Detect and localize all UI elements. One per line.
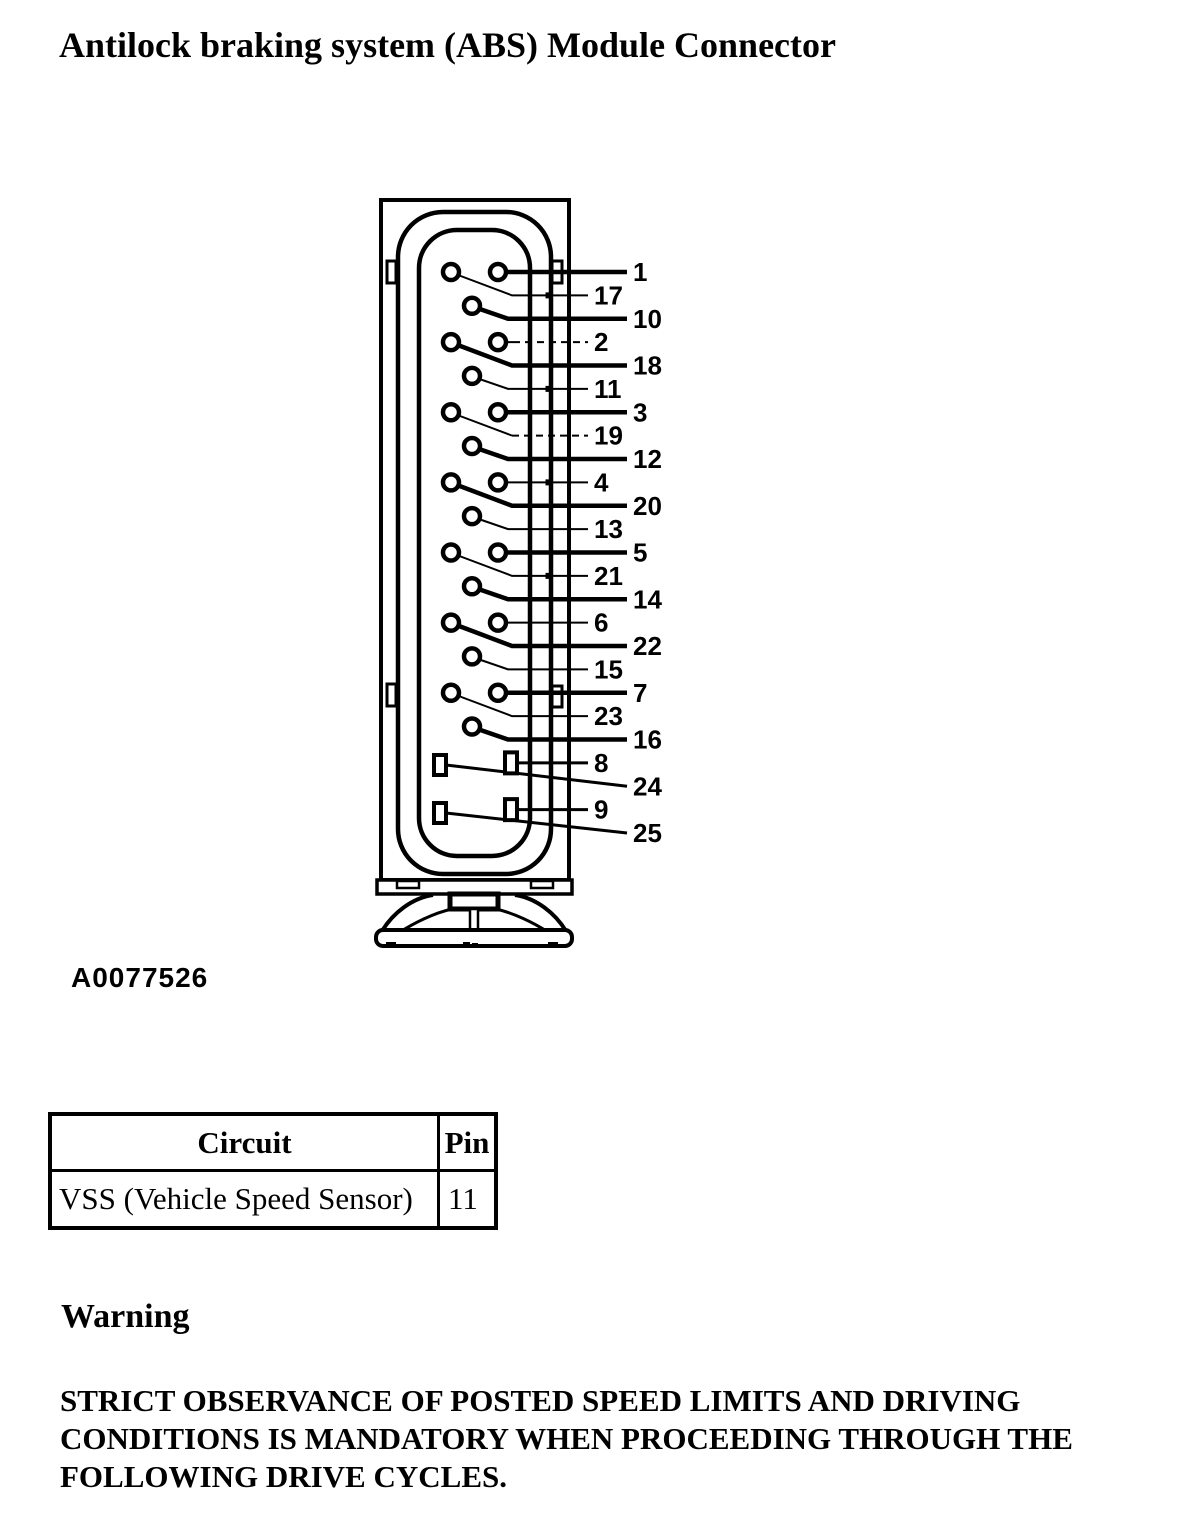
pin-label-3: 3	[633, 397, 648, 428]
pin-1-marker	[490, 264, 506, 280]
pin-label-8: 8	[594, 747, 609, 778]
pin-20-marker	[443, 474, 459, 490]
pin-15-marker	[464, 648, 480, 664]
pin-19-marker	[443, 404, 459, 420]
leader-line	[515, 895, 566, 931]
pin-22-marker	[443, 615, 459, 631]
pedestal-block	[450, 894, 498, 909]
header-circuit: Circuit	[50, 1114, 439, 1171]
pin-label-16: 16	[633, 724, 662, 755]
leader-dot	[546, 573, 552, 579]
pin-label-1: 1	[633, 257, 648, 287]
warning-line: STRICT OBSERVANCE OF POSTED SPEED LIMITS AND DRIVING	[60, 1383, 1021, 1418]
leader-dot	[546, 386, 552, 392]
warning-line: CONDITIONS IS MANDATORY WHEN PROCEEDING THROUGH THE	[60, 1421, 1073, 1456]
leader-dot	[546, 479, 552, 485]
cell-circuit: VSS (Vehicle Speed Sensor)	[50, 1171, 439, 1229]
pin-2-marker	[490, 334, 506, 350]
leader-line	[479, 519, 588, 529]
warning-line: FOLLOWING DRIVE CYCLES.	[60, 1459, 507, 1494]
leader-dot	[546, 292, 552, 298]
pin-11-marker	[464, 368, 480, 384]
base-foot	[463, 942, 470, 948]
warning-paragraph	[60, 1382, 1180, 1496]
table-row	[50, 1171, 496, 1229]
circuit-pin-table	[48, 1112, 498, 1230]
pin-17-marker	[443, 264, 459, 280]
base-foot	[472, 943, 478, 948]
pin-label-20: 20	[633, 490, 662, 521]
figure-caption: A0077526	[71, 962, 209, 993]
pin-3-marker	[490, 404, 506, 420]
pin-label-21: 21	[594, 560, 623, 591]
cell-pin: 11	[439, 1171, 497, 1229]
pin-label-5: 5	[633, 537, 648, 568]
pin-label-14: 14	[633, 584, 662, 615]
keying-tab	[387, 684, 396, 706]
pin-label-24: 24	[633, 771, 662, 802]
pin-6-marker	[490, 615, 506, 631]
pin-16-marker	[464, 719, 480, 735]
pin-label-7: 7	[633, 677, 648, 708]
pin-label-4: 4	[594, 467, 609, 498]
pin-label-2: 2	[594, 327, 609, 358]
pin-18-marker	[443, 334, 459, 350]
pin-5-marker	[490, 545, 506, 561]
pin-label-22: 22	[633, 631, 662, 661]
pin-label-17: 17	[594, 280, 623, 311]
leader-line	[479, 379, 588, 389]
leader-line	[479, 659, 588, 669]
pin-8-marker	[505, 752, 517, 773]
pin-label-18: 18	[633, 350, 662, 381]
pin-7-marker	[490, 685, 506, 701]
pin-14-marker	[464, 578, 480, 594]
flange-notch	[397, 881, 419, 888]
keying-tab	[552, 686, 562, 707]
leader-line	[382, 895, 433, 931]
pin-4-marker	[490, 474, 506, 490]
pin-label-25: 25	[633, 818, 662, 848]
pin-label-10: 10	[633, 303, 662, 334]
keying-tab	[387, 261, 396, 283]
base-foot	[548, 942, 558, 948]
pin-12-marker	[464, 438, 480, 454]
pin-25-marker	[434, 803, 446, 823]
pin-label-11: 11	[594, 373, 622, 404]
pin-label-23: 23	[594, 701, 623, 732]
pin-label-6: 6	[594, 607, 609, 638]
pin-label-13: 13	[594, 514, 623, 545]
pin-10-marker	[464, 298, 480, 314]
base-foot	[386, 942, 396, 948]
pin-label-9: 9	[594, 794, 609, 825]
pin-24-marker	[434, 755, 446, 775]
header-pin: Pin	[439, 1114, 497, 1171]
pin-13-marker	[464, 508, 480, 524]
page-title: Antilock braking system (ABS) Module Connector	[59, 25, 837, 65]
pin-21-marker	[443, 545, 459, 561]
warning-heading: Warning	[61, 1298, 190, 1335]
pin-label-12: 12	[633, 444, 662, 474]
flange-notch	[531, 881, 553, 888]
pin-23-marker	[443, 685, 459, 701]
table-header-row	[50, 1114, 496, 1171]
pin-9-marker	[505, 799, 517, 820]
pin-label-15: 15	[594, 654, 623, 685]
pin-label-19: 19	[594, 420, 623, 451]
